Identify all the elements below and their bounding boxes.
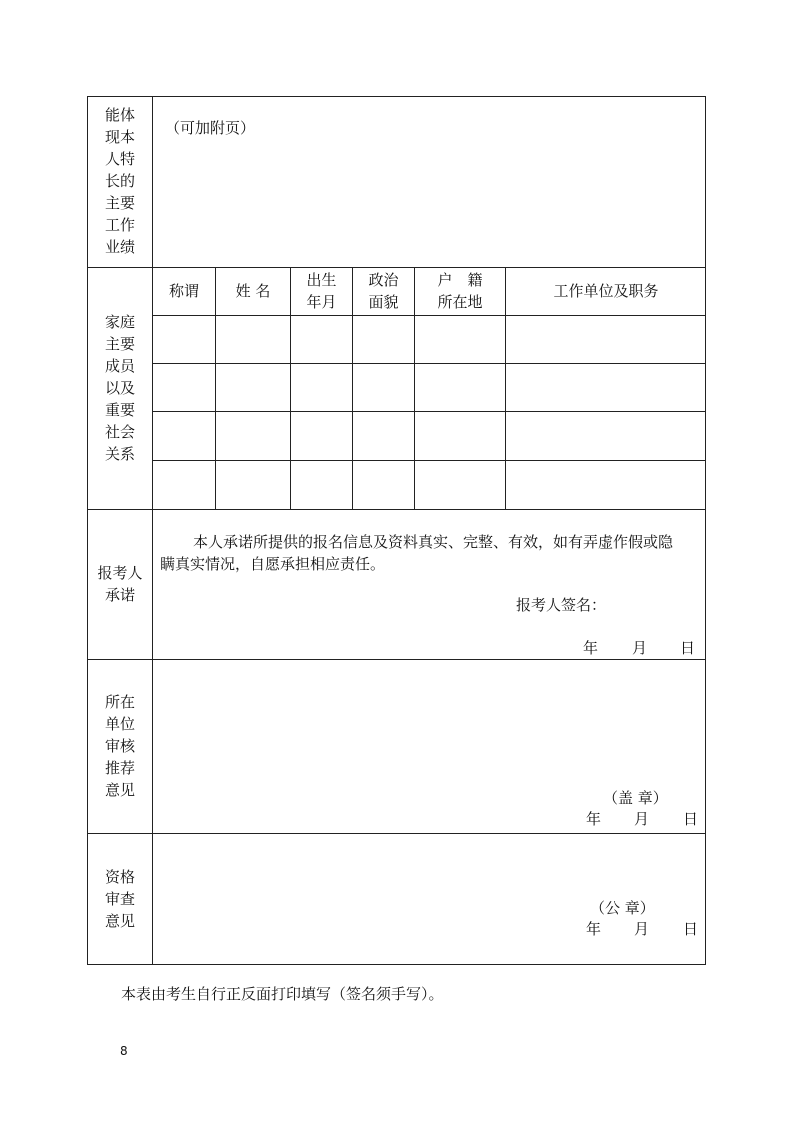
header-household-line1: 户 籍 (437, 271, 483, 289)
section-divider (87, 267, 706, 268)
header-household-line2: 所在地 (437, 293, 483, 311)
achievements-input-area[interactable] (153, 140, 705, 266)
header-title-relation: 称谓 (168, 282, 199, 300)
attachment-note: （可加附页） (165, 119, 256, 137)
footer-note: 本表由考生自行正反面打印填写（签名须手写）。 (121, 985, 444, 1003)
qualification-date-year: 年 (586, 920, 602, 938)
header-political-line2: 面貌 (368, 293, 399, 311)
family-label: 家庭 主要 成员 以及 重要 社会 关系 (104, 313, 135, 463)
pledge-text-line2: 瞒真实情况，自愿承担相应责任。 (160, 555, 386, 573)
pledge-label: 报考人 承诺 (97, 564, 143, 604)
qualification-date-day: 日 (683, 920, 699, 938)
table-row[interactable] (153, 461, 706, 509)
unit-review-label: 所在 单位 审核 推荐 意见 (104, 693, 135, 799)
unit-date-year: 年 (586, 810, 602, 828)
pledge-date-month: 月 (632, 639, 648, 657)
achievements-label: 能体 现本 人特 长的 主要 工作 业绩 (104, 106, 135, 256)
table-row[interactable] (153, 412, 706, 460)
qualification-date-month: 月 (634, 920, 650, 938)
qualification-review-label: 资格 审查 意见 (104, 868, 135, 930)
header-birth-line1: 出生 (306, 271, 337, 289)
header-name: 姓 名 (235, 282, 271, 300)
signature-field[interactable] (606, 592, 696, 616)
section-divider (87, 509, 706, 510)
page-number: 8 (120, 1044, 128, 1058)
table-row[interactable] (153, 364, 706, 411)
header-work-unit: 工作单位及职务 (553, 282, 659, 300)
signature-label: 报考人签名： (516, 596, 607, 614)
table-row[interactable] (153, 316, 706, 363)
pledge-text-line1: 本人承诺所提供的报名信息及资料真实、完整、有效，如有弄虚作假或隐 (193, 533, 674, 551)
unit-review-input-area[interactable] (153, 660, 705, 780)
unit-date-day: 日 (683, 810, 699, 828)
unit-seal-label: （盖 章） (603, 789, 668, 807)
unit-date-month: 月 (634, 810, 650, 828)
header-birth-line2: 年月 (306, 293, 337, 311)
qualification-review-input-area[interactable] (153, 834, 705, 894)
official-seal-label: （公 章） (590, 899, 655, 917)
pledge-date-year: 年 (583, 639, 599, 657)
header-political-line1: 政治 (368, 271, 399, 289)
pledge-date-day: 日 (680, 639, 696, 657)
